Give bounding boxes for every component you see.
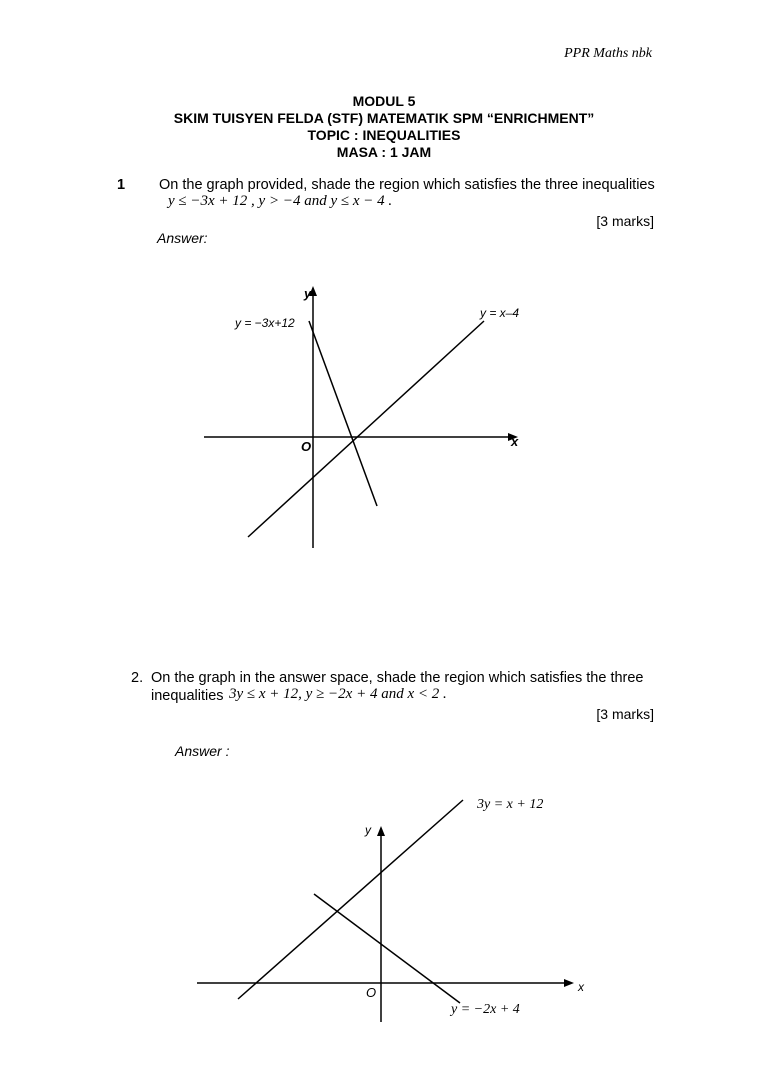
module-title: MODUL 5 <box>352 93 416 109</box>
q1-x-label: x <box>511 434 519 449</box>
question-2-number: 2. <box>131 670 144 686</box>
q2-y-label: y <box>365 823 371 837</box>
q1-line2-label: y = x–4 <box>480 306 520 320</box>
q2-line1-label: 3y = x + 12 <box>477 797 544 812</box>
q1-y-label: y <box>304 286 312 301</box>
q2-y-arrow-icon <box>377 826 385 836</box>
q1-origin-label: O <box>301 439 312 454</box>
question-1-number: 1 <box>117 177 126 193</box>
q2-line-3y-eq-x-plus-12 <box>238 800 463 999</box>
q2-x-label: x <box>578 980 584 994</box>
program-title: SKIM TUISYEN FELDA (STF) MATEMATIK SPM “ENRICHMENT” <box>173 110 595 126</box>
q2-origin-label: O <box>366 985 377 1000</box>
duration-title: MASA : 1 JAM <box>336 144 432 160</box>
topic-title: TOPIC : INEQUALITIES <box>307 127 461 143</box>
question-1-inequalities: y ≤ −3x + 12 , y > −4 and y ≤ x − 4 . <box>168 193 393 209</box>
q1-line1-label: y = −3x+12 <box>235 316 295 330</box>
question-1-text: On the graph provided, shade the region which satisfies the three inequalities <box>159 177 655 193</box>
q2-line2-label: y = −2x + 4 <box>451 1002 520 1017</box>
question-2-inequalities: 3y ≤ x + 12, y ≥ −2x + 4 and x < 2 . <box>229 686 447 702</box>
header-note: PPR Maths nbk <box>564 46 652 61</box>
question-2-marks: [3 marks] <box>596 706 654 722</box>
question-1-marks: [3 marks] <box>596 213 654 229</box>
question-2-answer-label: Answer : <box>175 743 230 759</box>
q2-line-y-eq-neg2x-plus-4 <box>314 894 460 1003</box>
question-1-answer-label: Answer: <box>157 230 208 246</box>
q2-x-arrow-icon <box>564 979 574 987</box>
question-2-text-line2: inequalities <box>151 688 224 704</box>
question-2-text-line1: On the graph in the answer space, shade the region which satisfies the three <box>151 670 644 686</box>
